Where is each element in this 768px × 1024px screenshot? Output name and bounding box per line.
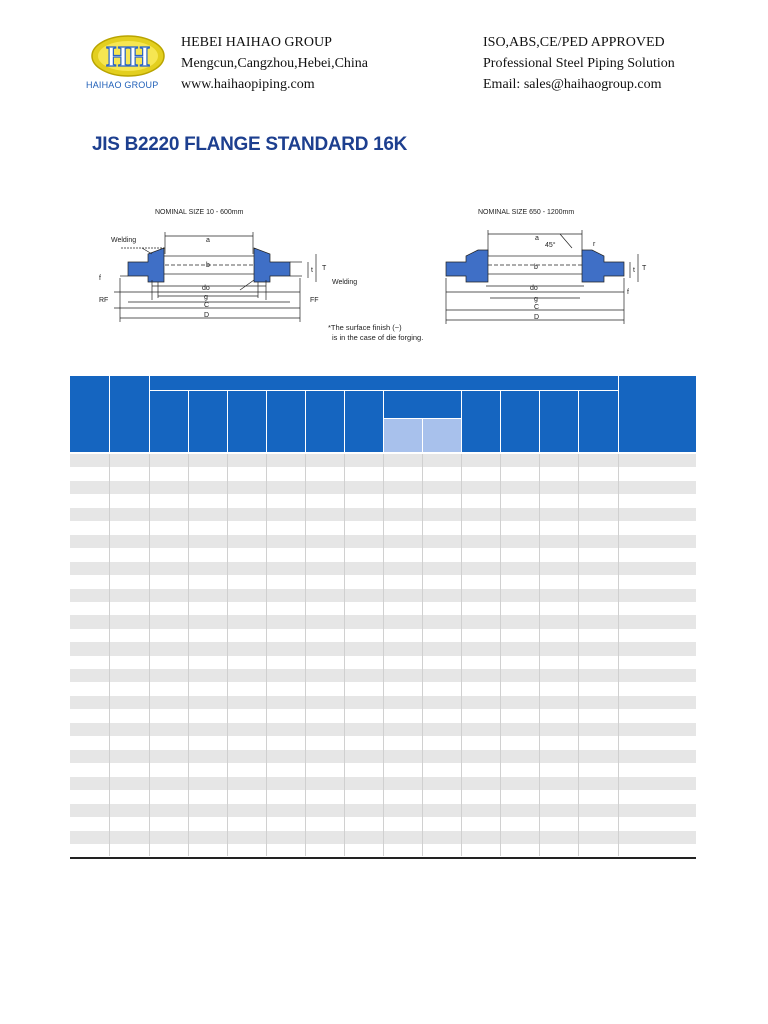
svg-text:do: do bbox=[530, 285, 538, 292]
svg-text:t: t bbox=[633, 267, 635, 274]
left-flange-drawing bbox=[114, 232, 316, 322]
svg-text:f: f bbox=[627, 289, 629, 296]
company-credentials bbox=[483, 32, 675, 95]
column-divider bbox=[188, 454, 189, 856]
svg-text:g: g bbox=[204, 294, 208, 301]
svg-text:D: D bbox=[534, 314, 540, 321]
column-divider bbox=[109, 454, 110, 856]
logo-caption: HAIHAO GROUP bbox=[86, 80, 159, 90]
svg-text:T: T bbox=[322, 265, 327, 272]
note-line-2: is in the case of die forging. bbox=[332, 333, 424, 342]
svg-text:FF: FF bbox=[310, 297, 319, 304]
svg-text:C: C bbox=[204, 302, 210, 309]
svg-text:45°: 45° bbox=[545, 242, 556, 249]
table-header bbox=[70, 376, 696, 452]
flange-dimension-table bbox=[70, 376, 696, 858]
tagline-text: Professional Steel Piping Solution bbox=[483, 56, 675, 71]
column-divider bbox=[500, 454, 501, 856]
svg-text:b: b bbox=[534, 264, 538, 271]
svg-text:HH: HH bbox=[106, 42, 150, 73]
svg-text:Welding: Welding bbox=[111, 237, 137, 244]
svg-text:D: D bbox=[204, 312, 210, 319]
svg-text:a: a bbox=[535, 235, 539, 242]
document-title: JIS B2220 FLANGE STANDARD 16K bbox=[92, 134, 408, 155]
svg-text:f: f bbox=[99, 275, 101, 282]
column-divider bbox=[539, 454, 540, 856]
company-website[interactable]: www.haihaopiping.com bbox=[181, 77, 315, 92]
svg-text:t: t bbox=[311, 267, 313, 274]
svg-text:Welding: Welding bbox=[332, 279, 358, 286]
right-size-caption: NOMINAL SIZE 650 - 1200mm bbox=[478, 209, 575, 216]
svg-text:g: g bbox=[534, 296, 538, 303]
approval-text: ISO,ABS,CE/PED APPROVED bbox=[483, 35, 665, 50]
svg-text:b: b bbox=[206, 262, 210, 269]
svg-text:r: r bbox=[593, 241, 596, 248]
column-divider bbox=[578, 454, 579, 856]
company-info bbox=[181, 32, 368, 95]
left-size-caption: NOMINAL SIZE 10 - 600mm bbox=[155, 209, 244, 216]
column-divider bbox=[344, 454, 345, 856]
column-divider bbox=[305, 454, 306, 856]
email-text[interactable]: Email: sales@haihaogroup.com bbox=[483, 77, 662, 92]
svg-text:do: do bbox=[202, 285, 210, 292]
company-address: Mengcun,Cangzhou,Hebei,China bbox=[181, 56, 369, 71]
column-divider bbox=[618, 454, 619, 856]
svg-text:T: T bbox=[642, 265, 647, 272]
svg-text:a: a bbox=[206, 237, 210, 244]
surface-finish-note bbox=[328, 323, 423, 343]
column-divider bbox=[383, 454, 384, 856]
column-divider bbox=[227, 454, 228, 856]
svg-text:C: C bbox=[534, 304, 540, 311]
company-name: HEBEI HAIHAO GROUP bbox=[181, 35, 332, 50]
column-divider bbox=[461, 454, 462, 856]
column-divider bbox=[149, 454, 150, 856]
note-line-1: *The surface finish (~) bbox=[328, 323, 402, 332]
column-divider bbox=[266, 454, 267, 856]
svg-text:RF: RF bbox=[99, 297, 109, 304]
right-flange-drawing bbox=[446, 230, 638, 324]
column-divider bbox=[422, 454, 423, 856]
table-bottom-rule bbox=[70, 857, 696, 859]
